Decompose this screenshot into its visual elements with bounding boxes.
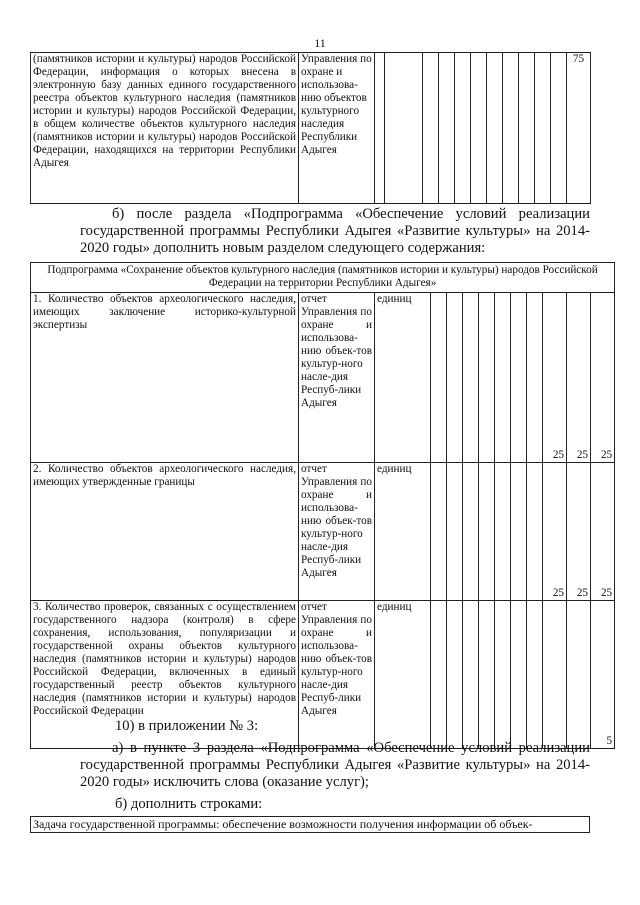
page-number: 11 bbox=[314, 36, 326, 50]
item-b: б) дополнить строками: bbox=[115, 796, 263, 812]
subprogram-header: Подпрограмма «Сохранение объектов культурного наследия (памятников истории и культуры) народов Российской Федерации на территории Республики Адыгея» bbox=[31, 263, 615, 293]
value-cell: 25 bbox=[567, 463, 591, 601]
source-cell: отчет Управления по охране и использова-нию объек-тов культур-ного насле-дия Респуб-лики Адыгея bbox=[299, 463, 375, 601]
unit-cell: единиц bbox=[375, 601, 431, 749]
indicator-cell: (памятников истории и культуры) народов Российской Федерации, информация о которых внесена в электронную базу данных единого государственного реестра объектов культурного наследия (памятников истории и культуры) народов Российской Федерации, в общем количестве объектов культурного наследия (памятников истории и культуры) народов Российской Федерации, находящихся на территории Республики Адыгея bbox=[31, 53, 299, 204]
table-row bbox=[31, 293, 615, 463]
table-row bbox=[31, 817, 590, 833]
program-task-table bbox=[30, 816, 590, 833]
value-cell: 25 bbox=[543, 293, 567, 463]
source-cell: отчет Управления по охране и использова-нию объек-тов культур-ного насле-дия Респуб-лики Адыгея bbox=[299, 293, 375, 463]
table-header-row bbox=[31, 263, 615, 293]
subprogram-indicator-table bbox=[30, 262, 615, 749]
indicator-cell: 1. Количество объектов археологического наследия, имеющих заключение историко-культурной экспертизы bbox=[31, 293, 299, 463]
unit-cell: единиц bbox=[375, 463, 431, 601]
indicator-cell: 3. Количество проверок, связанных с осуществлением государственного надзора (контроля) в сфере сохранения, использования, популяризации и государственной охраны объектов культурного наследия (памятников истории и культуры) народов Российской Федерации, включенных в единый государственный реестр объектов культурного наследия (памятников истории и культуры) народов Российской Федерации bbox=[31, 601, 299, 749]
value-cell bbox=[543, 601, 567, 749]
item-10: 10) в приложении № 3: bbox=[115, 718, 259, 734]
source-cell: Управления по охране и использова-нию объектов культурного наследия Республики Адыгея bbox=[299, 53, 375, 204]
task-cell: Задача государственной программы: обеспечение возможности получения информации об объек- bbox=[31, 817, 590, 833]
value-cell: 25 bbox=[591, 463, 615, 601]
table-row bbox=[31, 53, 591, 204]
value-cell: 75 bbox=[567, 53, 591, 204]
item-a: а) в пункте 3 раздела «Подпрограмма «Обеспечение условий реализации государственной программы Республики Адыгея «Развитие культуры» на 2014-2020 годы» исключить слова (оказание услуг); bbox=[80, 740, 590, 790]
value-cell: 5 bbox=[591, 601, 615, 749]
value-cell: 25 bbox=[543, 463, 567, 601]
table-row bbox=[31, 463, 615, 601]
indicator-cell: 2. Количество объектов археологического наследия, имеющих утвержденные границы bbox=[31, 463, 299, 601]
indicator-table-continuation bbox=[30, 52, 591, 204]
value-cell: 25 bbox=[567, 293, 591, 463]
source-cell: отчет Управления по охране и использова-нию объек-тов культур-ного насле-дия Респуб-лики Адыгея bbox=[299, 601, 375, 749]
unit-cell: единиц bbox=[375, 293, 431, 463]
value-cell: 25 bbox=[591, 293, 615, 463]
paragraph-b: б) после раздела «Подпрограмма «Обеспечение условий реализации государственной программы Республики Адыгея «Развитие культуры» на 2014-2020 годы» дополнить новым разделом следующего содержания: bbox=[80, 206, 590, 256]
value-cell bbox=[567, 601, 591, 749]
